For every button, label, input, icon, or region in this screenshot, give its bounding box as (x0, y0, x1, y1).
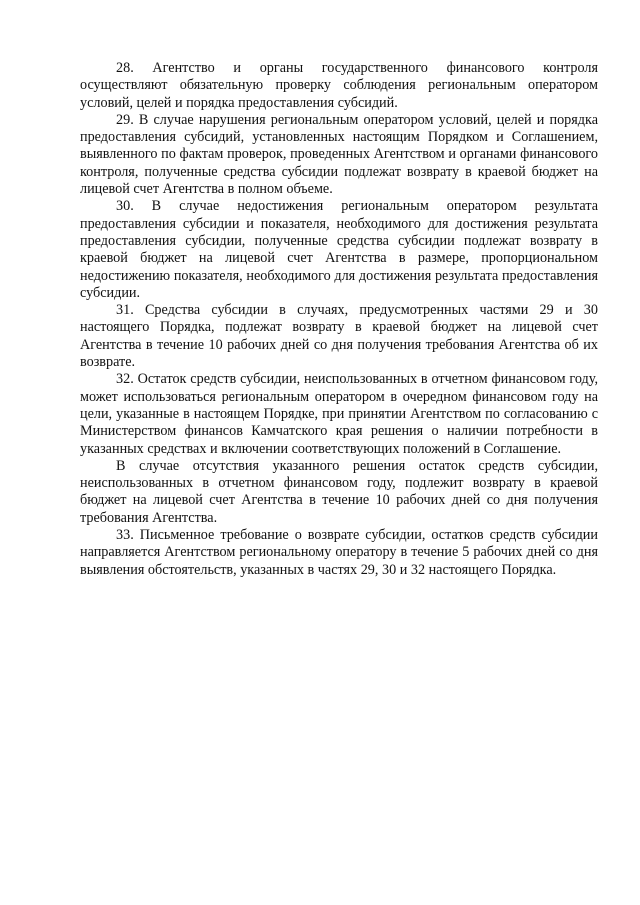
paragraph-29: 29. В случае нарушения региональным оператором условий, целей и порядка предоставления субсидий, установленных настоящим Порядком и Соглашением, выявленного по фактам проверок, проведенных Агентством и органами финансового контроля, полученные средства субсидии подлежат возврату в краевой бюджет на лицевой счет Агентства в полном объеме. (80, 111, 598, 198)
paragraph-31: 31. Средства субсидии в случаях, предусмотренных частями 29 и 30 настоящего Порядка, подлежат возврату в краевой бюджет на лицевой счет Агентства в течение 10 рабочих дней со дня получения требования Агентства об их возврате. (80, 302, 598, 371)
paragraph-32-continuation: В случае отсутствия указанного решения остаток средств субсидии, неиспользованных в отчетном финансовом году, подлежит возврату в краевой бюджет на лицевой счет Агентства в течение 10 рабочих дней со дня получения требования Агентства. (80, 457, 598, 526)
paragraph-33: 33. Письменное требование о возврате субсидии, остатков средств субсидии направляется Агентством региональному оператору в течение 5 рабочих дней со дня выявления обстоятельств, указанных в частях 29, 30 и 32 настоящего Порядка. (80, 527, 598, 578)
paragraph-30: 30. В случае недостижения региональным оператором результата предоставления субсидии и показателя, необходимого для достижения результата предоставления субсидии, полученные средства субсидии подлежат возврату в краевой бюджет на лицевой счет Агентства в размере, пропорциональном недостижению показателя, необходимого для достижения результата предоставления субсидии. (80, 198, 598, 301)
paragraph-28: 28. Агентство и органы государственного финансового контроля осуществляют обязательную проверку соблюдения региональным оператором условий, целей и порядка предоставления субсидий. (80, 60, 598, 111)
paragraph-32: 32. Остаток средств субсидии, неиспользованных в отчетном финансовом году, может использоваться региональным оператором в очередном финансовом году на цели, указанные в настоящем Порядке, при принятии Агентством по согласованию с Министерством финансов Камчатского края решения о наличии потребности в указанных средствах и включении соответствующих положений в Соглашение. (80, 371, 598, 457)
document-body (80, 60, 598, 579)
